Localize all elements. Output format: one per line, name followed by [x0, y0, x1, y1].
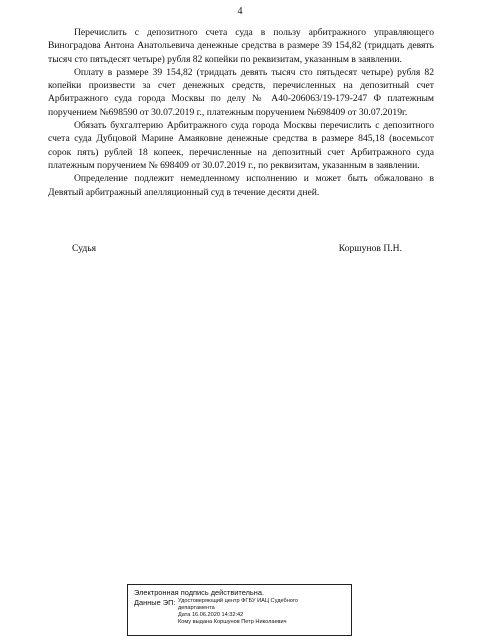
stamp-line-issuer: Удостоверяющий центр ФГБУ ИАЦ Судебного [178, 598, 298, 604]
document-body [48, 26, 434, 199]
stamp-label: Данные ЭП: [134, 598, 176, 607]
stamp-title: Электронная подпись действительна. [134, 588, 264, 597]
paragraph-payout-trustee: Перечислить с депозитного счета суда в пользу арбитражного управляющего Виноградова Антона Анатольевича денежные средства в размере 39 154,82 (тридцать девять тысяч сто пятьдесят четыре) рубля 82 копейки по реквизитам, указанным в заявлении. [48, 27, 434, 65]
judge-name: Коршунов П.Н. [338, 243, 402, 254]
stamp-lines [178, 598, 298, 626]
paragraph-payment-source: Оплату в размере 39 154,82 (тридцать девять тысяч сто пятьдесят четыре) рубля 82 копейки произвести за счет денежных средств, перечисленных на депозитный счет Арбитражного суда города Москвы по делу № А40-206063/19-179-247 Ф платежным поручением №698590 от 30.07.2019 г., платежным поручением №698409 от 30.07.2019г. [48, 66, 434, 118]
stamp-line-issuer-cont: департамента [178, 605, 215, 611]
stamp-line-holder: Кому выдана Коршунов Петр Николаевич [178, 619, 287, 625]
paragraph-appeal-notice: Определение подлежит немедленному исполнению и может быть обжаловано в Девятый арбитражный апелляционный суд в течение десяти дней. [48, 173, 434, 198]
stamp-line-date: Дата 16.06.2020 14:32:42 [178, 612, 244, 618]
judge-signature [72, 243, 402, 254]
paragraph-accounting-order: Обязать бухгалтерию Арбитражного суда города Москвы перечислить с депозитного счета суда Дубцовой Марине Амаяковне денежные средства в размере 845,18 (восемьсот сорок пять) рублей 18 копеек, перечисленные на депозитный счет Арбитражного суда платежным поручением № 698409 от 30.07.2019 г., по реквизитам, указанным в заявлении. [48, 120, 434, 171]
page-number: 4 [237, 6, 243, 17]
stamp-details [134, 598, 345, 626]
electronic-signature-stamp [127, 584, 352, 636]
judge-role: Судья [72, 243, 97, 254]
